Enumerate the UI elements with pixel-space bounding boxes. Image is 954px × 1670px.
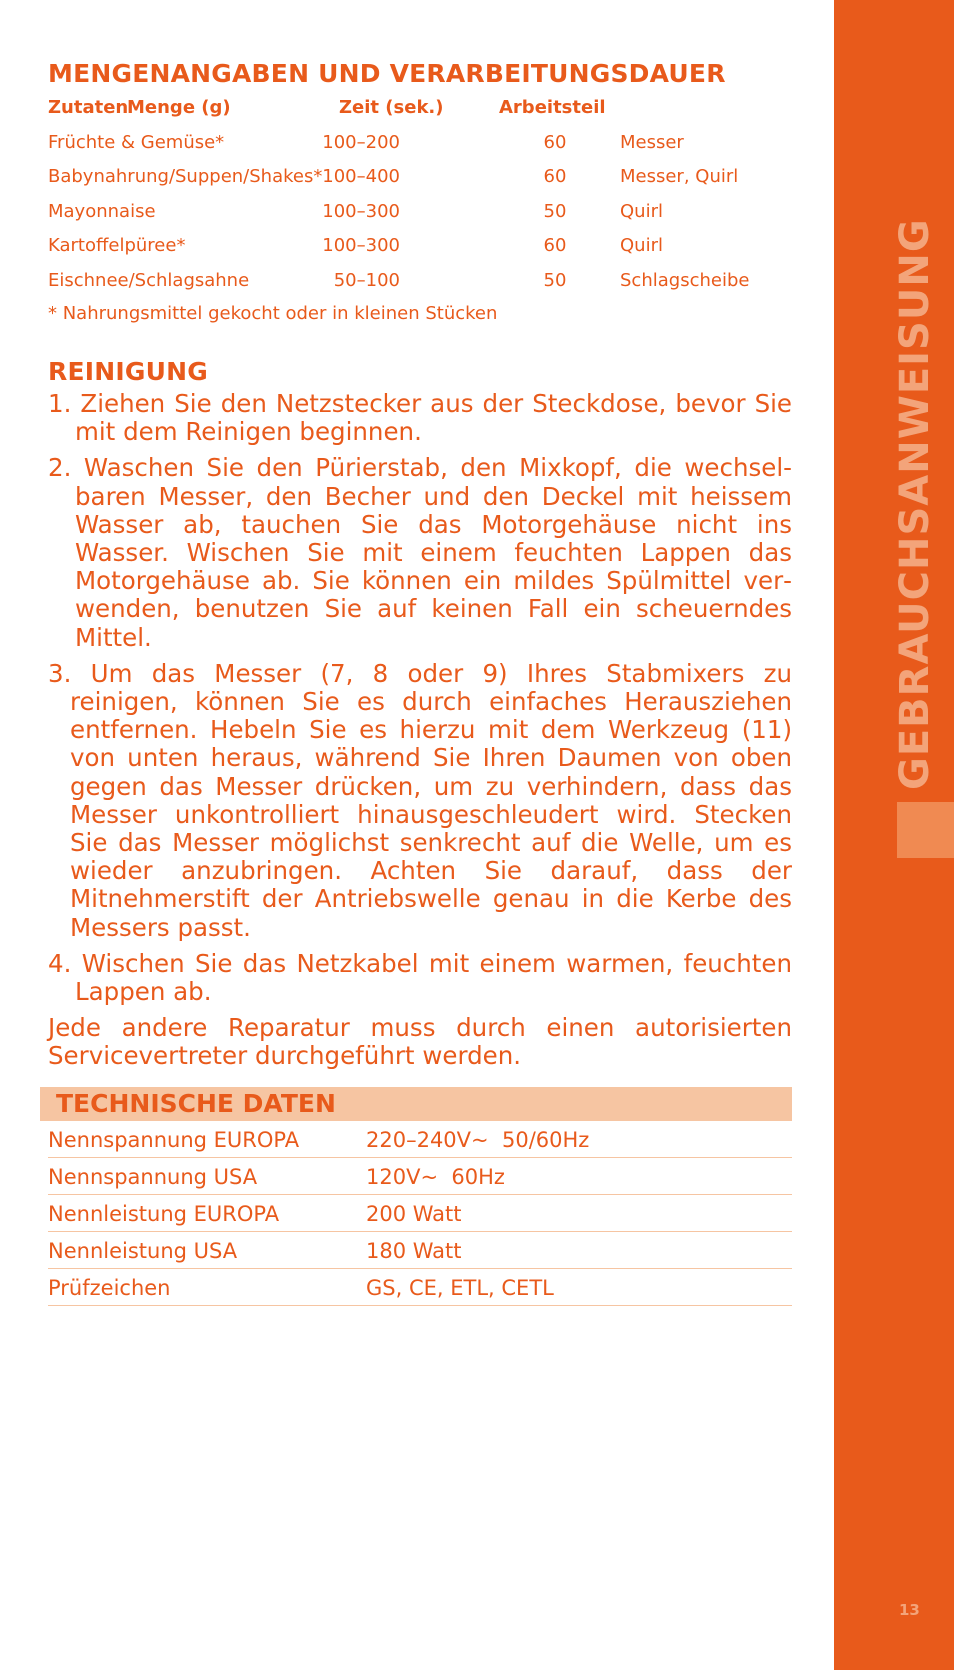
ingredient-quantity: 50–100 <box>333 269 400 291</box>
ingredient-time: 60 <box>543 166 567 187</box>
list-item: 1. Ziehen Sie den Netzstecker aus der Steckdose, bevor Sie mit dem Reinigen beginnen. <box>48 389 792 447</box>
cleaning-steps <box>48 390 792 1006</box>
list-item: 2. Waschen Sie den Pürierstab, den Mixkopf, die wechselbaren Messer, den Becher und den Deckel mit heissem Wasser ab, tauchen Sie das Motorgehäuse nicht ins Wasser. Wischen Sie mit einem feuchten Lappen das Motorgehäuse ab. Sie können ein mildes Spülmittel verwenden, benutzen Sie auf keinen Fall ein scheuerndes Mittel. <box>48 453 792 652</box>
ingredient-time: 50 <box>543 269 567 291</box>
quantities-footnote: * Nahrungsmittel gekocht oder in kleinen Stücken <box>48 303 498 324</box>
table-row <box>48 264 792 299</box>
ingredient-name: Mayonnaise <box>48 200 156 222</box>
ingredient-time: 60 <box>543 235 567 256</box>
sidebar-tab-marker <box>897 802 954 858</box>
ingredient-name: Kartoffelpüree* <box>48 235 186 256</box>
spec-value: 180 Watt <box>366 1239 462 1263</box>
sidebar-title: GEBRAUCHSANWEISUNG <box>892 218 938 790</box>
table-row <box>48 160 792 195</box>
spec-value: GS, CE, ETL, CETL <box>366 1276 554 1300</box>
spec-label: Nennleistung USA <box>48 1239 238 1263</box>
spec-label: Prüfzeichen <box>48 1276 171 1300</box>
ingredient-name: Früchte & Gemüse* <box>48 131 225 153</box>
quantities-heading: MENGENANGABEN UND VERARBEITUNGSDAUER <box>48 59 726 88</box>
ingredient-quantity: 100–200 <box>322 131 400 153</box>
table-row <box>48 195 792 230</box>
quantities-table <box>48 91 792 298</box>
spec-value: 120V~ 60Hz <box>366 1165 505 1189</box>
technical-heading: TECHNISCHE DATEN <box>40 1087 792 1121</box>
table-row <box>48 1232 792 1269</box>
list-item: 3. Um das Messer (7, 8 oder 9) Ihres Stabmixers zu reinigen, können Sie es durch einfaches Herausziehen entfernen. Hebeln Sie es hierzu mit dem Werkzeug (11) von unten heraus, während Sie Ihren Daumen von oben gegen das Messer drücken, um zu verhindern, dass das Messer unkontrolliert hinausgeschleudert wird. Stecken Sie das Messer möglichst senkrecht auf die Welle, um es wieder anzubringen. Achten Sie darauf, dass der Mitnehmerstift der Antriebswelle genau in die Kerbe des Messers passt. <box>48 658 792 942</box>
main-content <box>48 58 792 1071</box>
ingredient-quantity: 100–300 <box>322 235 400 256</box>
quantities-table-header <box>48 91 792 126</box>
ingredient-tool: Quirl <box>620 235 663 256</box>
column-header-time: Zeit (sek.) <box>339 97 444 118</box>
cleaning-heading: REINIGUNG <box>48 357 208 386</box>
column-header-tool: Arbeitsteil <box>499 97 606 118</box>
technical-data <box>40 1087 792 1306</box>
table-row <box>48 229 792 264</box>
list-item: 4. Wischen Sie das Netzkabel mit einem warmen, feuchten Lappen ab. <box>48 948 792 1007</box>
table-row <box>48 1121 792 1158</box>
spec-label: Nennspannung USA <box>48 1165 258 1189</box>
table-row <box>48 1269 792 1306</box>
column-header-ingredients: Zutaten <box>48 97 129 118</box>
ingredient-name: Babynahrung/Suppen/Shakes* <box>48 166 323 187</box>
ingredient-quantity: 100–300 <box>322 200 400 222</box>
table-row <box>48 1158 792 1195</box>
table-row <box>48 126 792 161</box>
spec-label: Nennleistung EUROPA <box>48 1202 280 1226</box>
ingredient-tool: Quirl <box>620 200 663 222</box>
column-header-quantity: Menge (g) <box>127 97 231 118</box>
cleaning-closing-note: Jede andere Reparatur muss durch einen autorisierten Servicevertreter durchgeführt werden. <box>48 1013 792 1071</box>
page-number: 13 <box>899 1601 920 1619</box>
ingredient-tool: Schlagscheibe <box>620 269 750 291</box>
ingredient-name: Eischnee/Schlagsahne <box>48 269 250 291</box>
ingredient-tool: Messer <box>620 131 684 153</box>
spec-value: 220–240V~ 50/60Hz <box>366 1128 590 1152</box>
ingredient-time: 50 <box>543 200 567 222</box>
ingredient-time: 60 <box>543 131 567 153</box>
spec-value: 200 Watt <box>366 1202 462 1226</box>
spec-label: Nennspannung EUROPA <box>48 1128 300 1152</box>
ingredient-tool: Messer, Quirl <box>620 166 739 187</box>
table-row <box>48 1195 792 1232</box>
ingredient-quantity: 100–400 <box>322 166 400 187</box>
